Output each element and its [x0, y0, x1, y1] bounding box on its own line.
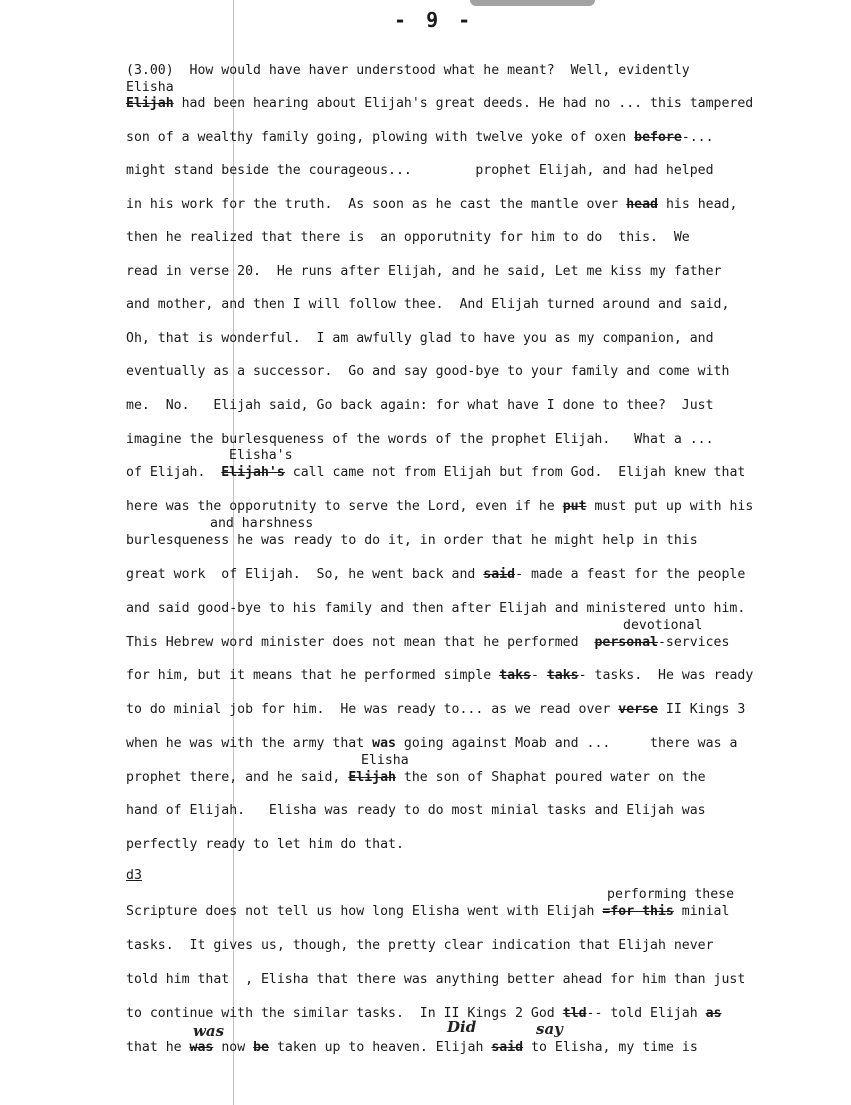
- strikethrough-text: Elijah's: [221, 465, 285, 480]
- text-segment: son of a wealthy family going, plowing with twelve yoke of oxen: [126, 130, 627, 145]
- strikethrough-text: was: [189, 1040, 214, 1055]
- text-line: eventually as a successor. Go and say good-bye to your family and come with: [126, 364, 730, 379]
- text-line: [126, 770, 706, 786]
- text-segment: taken up to heaven.: [276, 1040, 428, 1055]
- text-line: might stand beside the courageous... prophet Elijah, and had helped: [126, 163, 714, 178]
- text-line: Oh, that is wonderful. I am awfully glad to have you as my companion, and: [126, 331, 714, 346]
- text-line: and mother, and then I will follow thee. And Elijah turned around and said,: [126, 297, 730, 312]
- text-segment: Scripture does not tell us how long Elisha went with Elijah: [126, 904, 595, 919]
- text-line: [126, 1040, 698, 1056]
- text-segment: of Elijah. Elisha was ready to do most minial tasks and Elijah was: [165, 803, 706, 818]
- page-number: - 9 -: [394, 8, 475, 32]
- text-line: [126, 702, 745, 718]
- insertion: devotional: [623, 618, 703, 633]
- strikethrough-text: taks: [546, 668, 579, 683]
- insertion: Elisha's: [229, 448, 293, 463]
- text-segment: to continue with the similar tasks. In II Kings 2 God: [126, 1006, 555, 1021]
- text-segment: his head,: [665, 197, 738, 212]
- text-line: tasks. It gives us, though, the pretty clear indication that Elijah never: [126, 938, 714, 953]
- section-mark: d3: [126, 868, 142, 883]
- strikethrough-text: as: [705, 1006, 722, 1021]
- text-segment: -...: [681, 130, 714, 145]
- text-line: me. No. Elijah said, Go back again: for what have I done to thee? Just: [126, 398, 714, 413]
- text-line: imagine the burlesqueness of the words of the prophet Elijah. What a ...: [126, 432, 714, 447]
- text-line: [126, 197, 737, 213]
- text-segment: now: [221, 1040, 246, 1055]
- text-line: then he realized that there is an opporutnity for him to do this. We: [126, 230, 690, 245]
- text-line: [126, 465, 745, 481]
- text-segment: minial: [673, 904, 730, 919]
- text-line: perfectly ready to let him do that.: [126, 837, 404, 852]
- text-line: [126, 567, 745, 583]
- text-segment: hand: [126, 803, 158, 818]
- text-segment: had been hearing about Elijah's great deeds. He had no ... this tampered: [181, 96, 754, 111]
- handwritten-annotation: Did: [447, 1018, 477, 1036]
- strikethrough-text: head: [626, 197, 658, 212]
- text-line: [126, 635, 729, 651]
- insertion: and harshness: [210, 516, 314, 531]
- strikethrough-text: put: [562, 499, 587, 514]
- strikethrough-text: =for this: [602, 904, 674, 919]
- text-line: [126, 1006, 722, 1022]
- text-segment: in his work for the truth. As soon as he cast the mantle over: [126, 197, 619, 212]
- strikethrough-text: Elijah: [126, 96, 174, 111]
- text-segment: burlesqueness: [126, 533, 230, 548]
- text-segment: II Kings 3: [665, 702, 746, 717]
- text-segment: - tasks. He was ready: [578, 668, 754, 683]
- text-segment: he performed simple: [340, 668, 492, 683]
- text-segment: he was ready to do it, in order that he might help in this: [237, 533, 698, 548]
- text-segment: the son of Shaphat poured water on the: [403, 770, 706, 785]
- strikethrough-text: verse: [618, 702, 658, 717]
- text-segment: to do minial job for him. He was ready to... as we read over: [126, 702, 611, 717]
- strikethrough-text: taks: [499, 668, 531, 683]
- handwritten-annotation: say: [536, 1020, 563, 1038]
- text-line: and said good-bye to his family and then after Elijah and ministered unto him.: [126, 601, 746, 616]
- strikethrough-text: personal: [594, 635, 658, 650]
- strikethrough-text: said: [483, 567, 516, 582]
- text-line: [126, 533, 698, 549]
- text-segment: prophet there, and he said,: [126, 770, 341, 785]
- text-line: told him that , Elisha that there was anything better ahead for him than just: [126, 972, 746, 987]
- strikethrough-text: be: [253, 1040, 269, 1055]
- text-segment: going against Moab and ... there was a: [403, 736, 738, 751]
- text-line: [126, 130, 714, 146]
- handwritten-annotation: was: [193, 1022, 225, 1040]
- text-line: [126, 803, 706, 819]
- text-segment: must put up with his: [586, 499, 754, 514]
- text-line: [126, 96, 753, 112]
- text-segment: of Elijah.: [126, 465, 206, 480]
- strikethrough-text: said: [491, 1040, 524, 1055]
- strikethrough-text: tld: [562, 1006, 587, 1021]
- insertion: Elisha: [361, 753, 409, 768]
- text-line: read in verse 20. He runs after Elijah, and he said, Let me kiss my father: [126, 264, 722, 279]
- text-line: [126, 499, 753, 515]
- strikethrough-text: Elijah: [348, 770, 396, 785]
- text-segment: when he was with the army that: [126, 736, 365, 751]
- text-segment: great work of Elijah. So, he went back and: [126, 567, 476, 582]
- text-segment: This Hebrew word minister does not mean that he performed: [126, 635, 579, 650]
- insertion: Elisha: [126, 80, 174, 95]
- text-segment: here was the opporutnity to serve the Lord, even if he: [126, 499, 555, 514]
- text-segment: -services: [657, 635, 730, 650]
- text-line: [126, 736, 737, 752]
- text-segment: was: [372, 736, 396, 751]
- text-segment: Elijah: [435, 1040, 484, 1055]
- text-segment: - made a feast for the people: [515, 567, 746, 582]
- text-segment: -- told Elijah: [586, 1006, 698, 1021]
- text-line: (3.00) How would have haver understood what he meant? Well, evidently: [126, 63, 690, 78]
- strikethrough-text: before: [634, 130, 682, 145]
- scan-artifact: [470, 0, 595, 6]
- text-segment: that he: [126, 1040, 182, 1055]
- text-line: [126, 904, 729, 920]
- text-segment: to Elisha, my time is: [531, 1040, 698, 1055]
- text-segment: call came not from Elijah but from God. Elijah knew that: [284, 465, 746, 480]
- text-segment: for him, but it means that: [126, 668, 333, 683]
- insertion: performing these: [607, 887, 735, 902]
- text-line: for him, but it means that he performed simple taks- taks- tasks. He was ready: [126, 668, 754, 683]
